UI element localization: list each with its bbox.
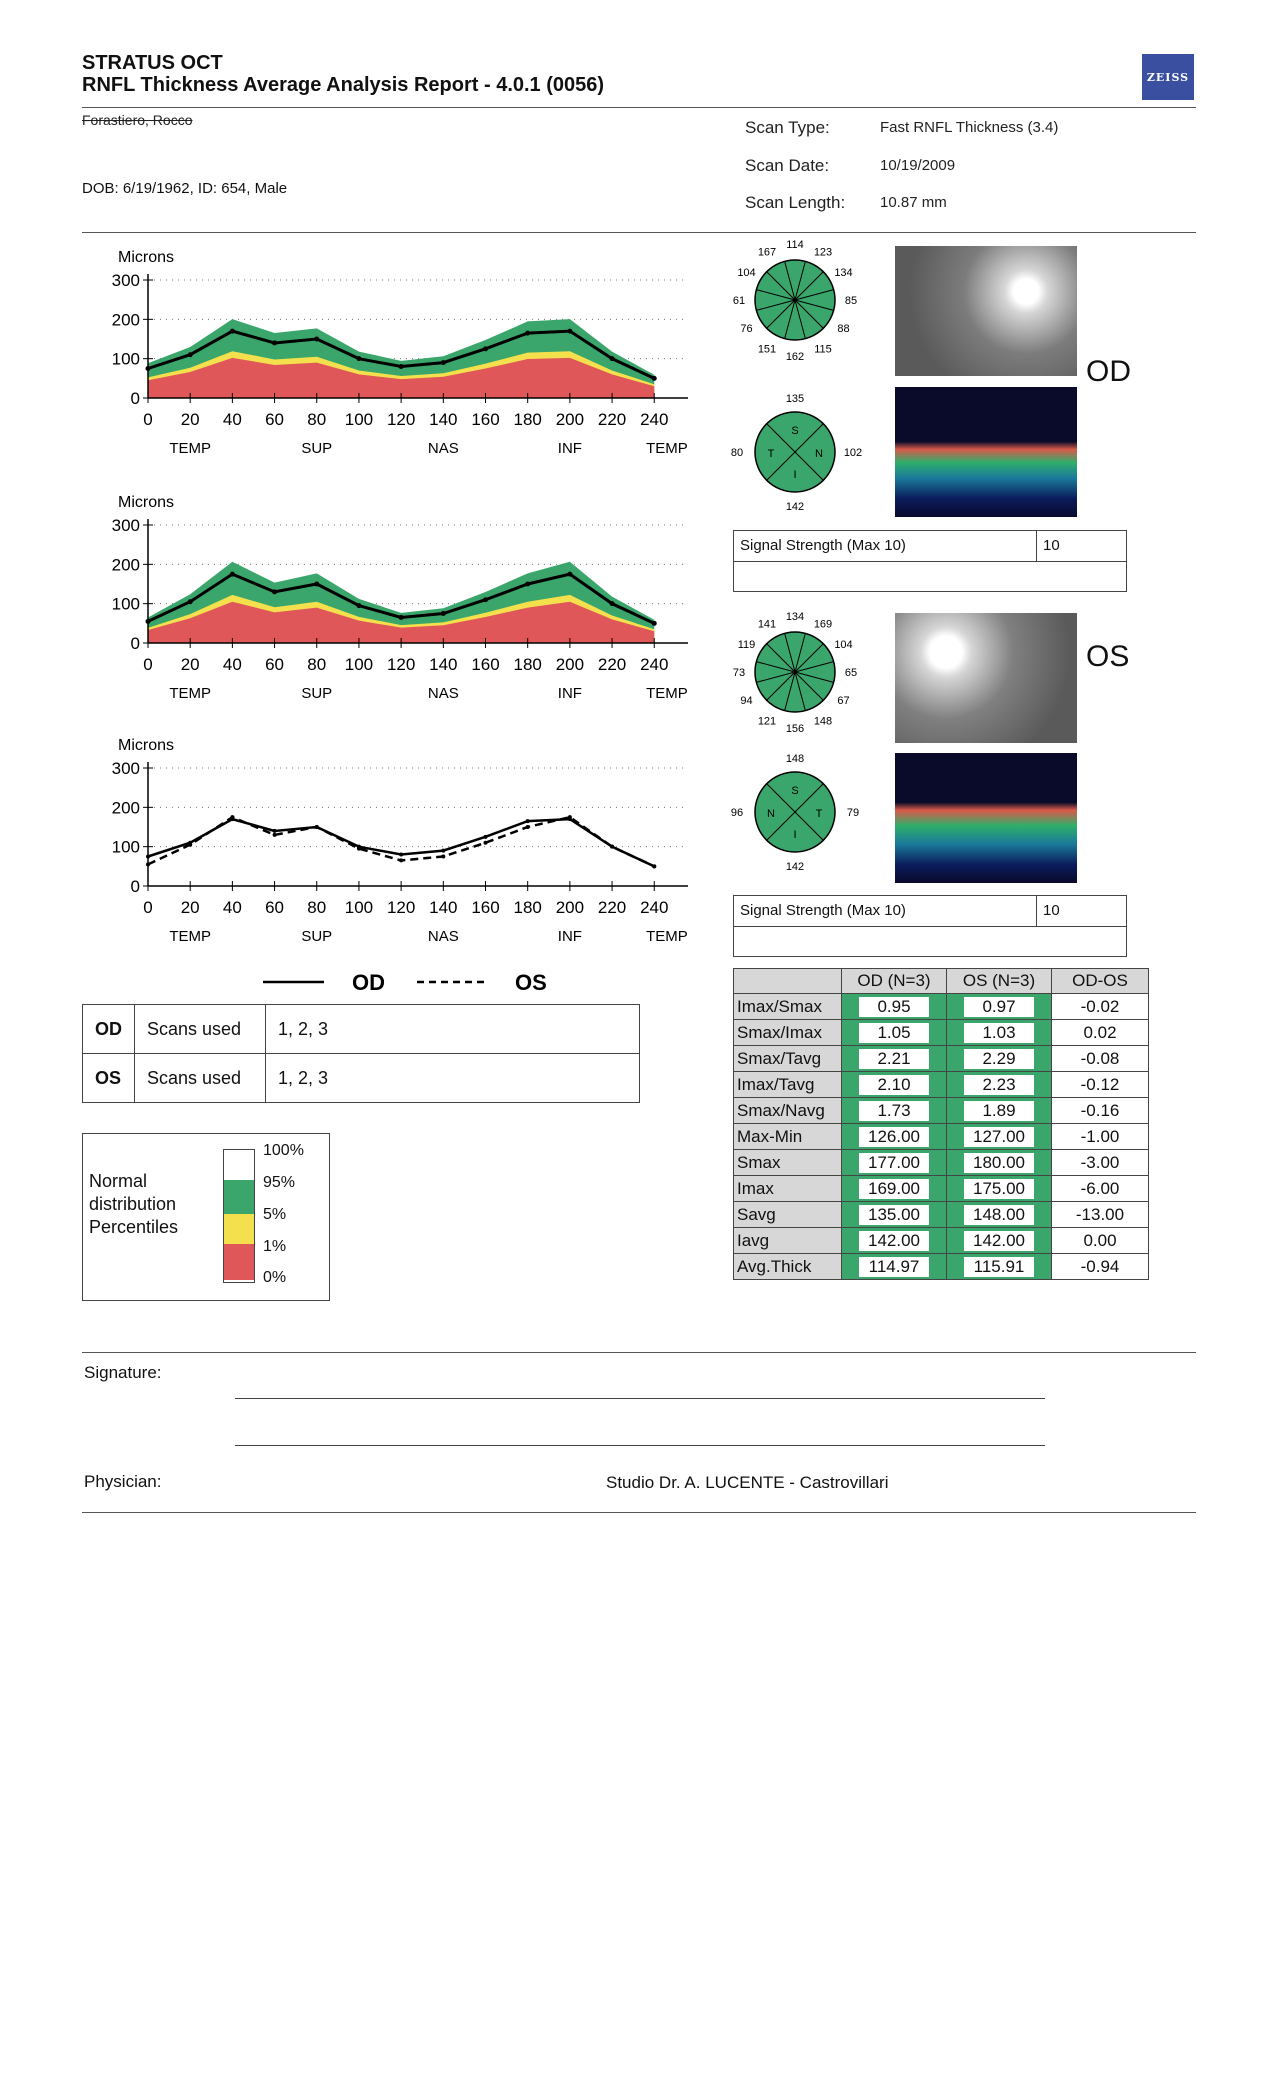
metric-value-text: 2.21 [859,1049,929,1069]
region-label: SUP [301,440,333,457]
clock-hour-value: 121 [757,715,777,728]
data-point [230,572,235,577]
metric-value [947,1254,1052,1280]
os-oct-scan-image [895,753,1077,883]
x-tick-label: 60 [265,898,285,917]
metric-value [842,1072,947,1098]
metric-value [947,1098,1052,1124]
clock-hour-value: 134 [785,612,805,623]
os-signal-label: Signal Strength (Max 10) [734,896,1037,926]
metrics-row [734,1072,1149,1098]
data-point [525,331,530,336]
quadrant-value-s: 135 [785,393,805,405]
metric-value [947,1176,1052,1202]
x-tick-label: 80 [307,410,327,429]
region-label: TEMP [169,440,212,457]
overlay-legend [260,972,580,1002]
metric-value [842,1202,947,1228]
x-tick-label: 40 [222,898,242,917]
scans-label: Scans used [135,1054,266,1103]
data-point [441,611,446,616]
metrics-row [734,994,1149,1020]
x-tick-label: 180 [513,655,542,674]
legend-tick-100: 100% [263,1142,304,1159]
data-point [652,864,656,868]
quadrant-value-t: 80 [730,447,744,459]
x-tick-label: 100 [344,410,374,429]
quadrant-letter-n: N [815,448,823,460]
data-point [356,356,361,361]
data-point [483,597,488,602]
data-point [567,572,572,577]
od-quadrant-sectors [720,392,870,512]
metrics-row [734,1176,1149,1202]
x-tick-label: 100 [344,655,374,674]
y-tick-label: 0 [130,389,140,408]
scan-length-label: Scan Length: [745,193,846,212]
scans-row-od [83,1005,640,1054]
quadrant-letter-i: I [793,829,797,841]
data-point [188,599,193,604]
quadrant-letter-t: T [815,808,823,820]
y-tick-label: 200 [111,555,140,575]
metric-value [842,1046,947,1072]
quadrant-letter-s: S [791,425,799,437]
metric-diff: 0.02 [1052,1020,1149,1046]
data-point [484,841,488,845]
data-point [652,376,657,381]
data-point [399,364,404,369]
legend-green-band [224,1180,254,1214]
metrics-row [734,1150,1149,1176]
metric-value-text: 0.97 [964,997,1034,1017]
footer-divider-top [82,1352,1196,1353]
x-tick-label: 120 [386,655,416,674]
clock-hour-value: 167 [757,246,777,259]
metric-value-text: 148.00 [964,1205,1034,1225]
region-label: TEMP [646,440,688,457]
data-point [230,329,235,334]
patient-name: Forastiero, Rocco [82,112,193,128]
metric-value-text: 115.91 [964,1257,1034,1277]
metric-label: Smax/Tavg [734,1046,842,1072]
x-tick-label: 20 [180,898,200,917]
clock-hour-value: 141 [757,618,777,631]
y-axis-label: Microns [118,494,175,511]
legend-tick-0: 0% [263,1269,287,1286]
scans-row-os [83,1054,640,1103]
signature-line-2 [235,1445,1045,1446]
data-point [526,819,530,823]
data-point [610,601,615,606]
quadrant-value-s: 148 [785,753,805,765]
metrics-row [734,1046,1149,1072]
metric-value [947,1228,1052,1254]
metric-diff: -13.00 [1052,1202,1149,1228]
metric-value [947,1046,1052,1072]
scan-type-value: Fast RNFL Thickness (3.4) [880,119,1059,136]
metric-value-text: 180.00 [964,1153,1034,1173]
metric-value [842,1176,947,1202]
quadrant-letter-n: N [767,808,775,820]
data-point [525,582,530,587]
quadrant-value-i: 142 [785,501,805,512]
x-tick-label: 80 [307,898,327,917]
data-point [441,855,445,859]
legend-color-bar [223,1149,255,1283]
metric-value [947,1072,1052,1098]
legend-red-band [224,1244,254,1280]
y-tick-label: 300 [111,271,140,290]
x-tick-label: 180 [513,410,542,429]
data-point [441,849,445,853]
percentile-legend [82,1133,330,1301]
metric-value-text: 1.73 [859,1101,929,1121]
data-point [315,825,319,829]
x-tick-label: 140 [429,655,458,674]
clock-hour-value: 134 [834,267,853,279]
region-label: NAS [427,440,459,457]
quadrant-value-n: 102 [843,447,863,459]
clock-hour-value: 61 [732,295,746,307]
clock-hour-value: 114 [786,240,804,251]
metric-value [947,994,1052,1020]
data-point [399,615,404,620]
data-point [567,329,572,334]
clock-hour-value: 88 [837,323,850,335]
data-point [356,603,361,608]
x-tick-label: 160 [471,898,500,917]
metrics-header [734,969,842,994]
signature-label: Signature: [84,1363,162,1382]
clock-hour-value: 94 [740,695,753,707]
clock-hour-value: 67 [837,695,850,707]
x-tick-label: 100 [344,898,374,917]
x-tick-label: 220 [597,898,627,917]
x-tick-label: 40 [222,410,242,429]
scans-label: Scans used [135,1005,266,1054]
data-point [399,858,403,862]
scan-length-value: 10.87 mm [880,194,947,211]
x-tick-label: 120 [386,410,416,429]
metric-value [842,1124,947,1150]
clock-hour-value: 104 [737,267,756,279]
patient-dob-id: DOB: 6/19/1962, ID: 654, Male [82,180,288,197]
region-label: INF [557,685,582,702]
x-tick-label: 0 [143,898,153,917]
quadrant-letter-i: I [793,469,797,481]
data-point [188,843,192,847]
chart-panel-3 [112,737,688,945]
metric-label: Iavg [734,1228,842,1254]
metric-diff: -3.00 [1052,1150,1149,1176]
scans-used-table [82,1004,640,1103]
scans-value: 1, 2, 3 [266,1005,640,1054]
clock-hour-value: 123 [813,246,833,259]
os-signal-strength-box [733,895,1127,957]
metric-value [842,1150,947,1176]
metrics-header: OS (N=3) [947,969,1052,994]
x-tick-label: 20 [180,410,200,429]
region-label: NAS [427,928,459,945]
y-tick-label: 200 [111,310,140,330]
os-legend-label: OS [515,972,547,995]
data-point [272,340,277,345]
od-signal-strength-box [733,530,1127,592]
od-fundus-image [895,246,1077,376]
os-eye-label: OS [1086,640,1130,673]
quadrant-value-n: 96 [730,807,744,819]
os-clock-hour-sectors [720,612,870,732]
x-tick-label: 200 [555,410,585,429]
x-tick-label: 240 [640,410,669,429]
od-signal-label: Signal Strength (Max 10) [734,531,1037,561]
signature-line [235,1398,1045,1399]
metric-diff: -0.02 [1052,994,1149,1020]
metrics-row [734,1098,1149,1124]
region-label: NAS [427,685,459,702]
data-point [610,845,614,849]
scans-value: 1, 2, 3 [266,1054,640,1103]
legend-title: Normal distribution Percentiles [89,1171,179,1237]
x-tick-label: 220 [597,655,627,674]
metric-label: Imax [734,1176,842,1202]
metric-value-text: 1.89 [964,1101,1034,1121]
data-point [273,829,277,833]
clock-hour-value: 115 [814,343,832,356]
clock-hour-value: 162 [785,351,805,360]
metric-value-text: 126.00 [859,1127,929,1147]
data-point [357,847,361,851]
legend-white-band [224,1150,254,1180]
metric-value [842,1098,947,1124]
thickness-charts [0,0,720,1000]
metrics-row [734,1124,1149,1150]
metric-value-text: 1.03 [964,1023,1034,1043]
region-label: TEMP [646,685,688,702]
quadrant-value-i: 142 [785,861,805,872]
metrics-header: OD-OS [1052,969,1149,994]
clock-hour-value: 151 [757,343,777,356]
metrics-row [734,1228,1149,1254]
x-tick-label: 120 [386,898,416,917]
metric-value [947,1150,1052,1176]
metric-label: Max-Min [734,1124,842,1150]
scan-type-label: Scan Type: [745,118,830,137]
x-tick-label: 80 [307,655,327,674]
x-tick-label: 60 [265,655,285,674]
metric-value [842,994,947,1020]
clock-hour-value: 119 [737,639,756,651]
metrics-row [734,1254,1149,1280]
report-title-line2: RNFL Thickness Average Analysis Report - 4.0.1 (0056) [82,74,605,96]
chart-panel-1 [112,249,688,457]
ratio-metrics-table [733,968,1149,1280]
metric-value-text: 135.00 [859,1205,929,1225]
metric-value [947,1124,1052,1150]
x-tick-label: 160 [471,655,500,674]
region-label: SUP [301,685,333,702]
od-signal-value: 10 [1043,537,1060,554]
footer-divider-bottom [82,1512,1196,1513]
data-point [526,825,530,829]
chart-panel-2 [112,494,688,702]
clock-hour-value: 65 [844,667,858,679]
y-tick-label: 0 [130,877,140,896]
metric-label: Savg [734,1202,842,1228]
data-point [188,352,193,357]
x-tick-label: 160 [471,410,500,429]
data-point [273,833,277,837]
quadrant-letter-s: S [791,785,799,797]
legend-tick-5: 5% [263,1206,287,1223]
data-point [568,815,572,819]
scan-date-value: 10/19/2009 [880,157,956,174]
data-point [399,853,403,857]
data-point [441,360,446,365]
x-tick-label: 40 [222,655,242,674]
metrics-header-row [734,969,1149,994]
y-tick-label: 100 [111,349,140,369]
metric-label: Avg.Thick [734,1254,842,1280]
x-tick-label: 60 [265,410,285,429]
metric-diff: 0.00 [1052,1228,1149,1254]
metric-value-text: 169.00 [859,1179,929,1199]
x-tick-label: 0 [143,410,153,429]
x-tick-label: 240 [640,655,669,674]
scan-date-label: Scan Date: [745,156,830,175]
metric-value-text: 2.29 [964,1049,1034,1069]
metrics-row [734,1202,1149,1228]
clock-hour-value: 169 [813,618,833,631]
metric-label: Smax/Navg [734,1098,842,1124]
data-point [652,621,657,626]
x-tick-label: 240 [640,898,669,917]
data-point [272,589,277,594]
metric-value-text: 1.05 [859,1023,929,1043]
report-title-line1: STRATUS OCT [82,52,223,74]
quadrant-letter-t: T [767,448,775,460]
data-point [314,582,319,587]
metrics-row [734,1020,1149,1046]
metric-value [842,1254,947,1280]
od-clock-hour-sectors [720,240,870,360]
scans-eye: OS [83,1054,135,1103]
metric-value-text: 127.00 [964,1127,1034,1147]
scans-eye: OD [83,1005,135,1054]
metric-value-text: 0.95 [859,997,929,1017]
metric-value-text: 142.00 [964,1231,1034,1251]
y-tick-label: 100 [111,594,140,614]
data-point [484,835,488,839]
region-label: TEMP [169,685,212,702]
od-oct-scan-image [895,387,1077,517]
data-point [610,356,615,361]
y-tick-label: 100 [111,837,140,857]
physician-value: Studio Dr. A. LUCENTE - Castrovillari [606,1473,889,1492]
metric-label: Smax [734,1150,842,1176]
clock-hour-value: 104 [834,639,853,651]
x-tick-label: 140 [429,898,458,917]
metric-label: Imax/Smax [734,994,842,1020]
clock-hour-value: 85 [844,295,858,307]
x-tick-label: 200 [555,898,585,917]
clock-hour-value: 76 [740,323,753,335]
metric-value-text: 142.00 [859,1231,929,1251]
data-point [314,337,319,342]
x-tick-label: 200 [555,655,585,674]
metric-value [842,1020,947,1046]
metric-value-text: 2.10 [859,1075,929,1095]
physician-label: Physician: [84,1472,162,1491]
metric-value [842,1228,947,1254]
os-signal-value: 10 [1043,902,1060,919]
y-axis-label: Microns [118,249,175,266]
clock-hour-value: 148 [813,715,833,728]
x-tick-label: 180 [513,898,542,917]
region-label: TEMP [169,928,212,945]
os-quadrant-sectors [720,752,870,872]
clock-hour-value: 73 [732,667,746,679]
metric-diff: -0.12 [1052,1072,1149,1098]
metric-label: Imax/Tavg [734,1072,842,1098]
metric-value-text: 175.00 [964,1179,1034,1199]
data-point [483,346,488,351]
x-tick-label: 20 [180,655,200,674]
os-fundus-image [895,613,1077,743]
quadrant-value-t: 79 [846,807,860,819]
metric-value-text: 2.23 [964,1075,1034,1095]
legend-tick-95: 95% [263,1174,296,1191]
zeiss-logo: ZEISS [1142,54,1194,100]
region-label: INF [557,928,582,945]
region-label: TEMP [646,928,688,945]
region-label: INF [557,440,582,457]
y-tick-label: 300 [111,759,140,778]
metric-diff: -0.94 [1052,1254,1149,1280]
y-axis-label: Microns [118,737,175,754]
x-tick-label: 220 [597,410,627,429]
legend-yellow-band [224,1214,254,1244]
od-eye-label: OD [1086,355,1131,388]
od-legend-label: OD [352,972,385,995]
clock-hour-value: 156 [785,723,805,732]
data-point [230,815,234,819]
y-tick-label: 0 [130,634,140,653]
region-label: SUP [301,928,333,945]
metric-value-text: 114.97 [859,1257,929,1277]
metric-diff: -1.00 [1052,1124,1149,1150]
metric-label: Smax/Imax [734,1020,842,1046]
metric-diff: -6.00 [1052,1176,1149,1202]
y-tick-label: 300 [111,516,140,535]
metric-value [947,1202,1052,1228]
metric-value-text: 177.00 [859,1153,929,1173]
y-tick-label: 200 [111,798,140,818]
metric-diff: -0.16 [1052,1098,1149,1124]
metrics-header: OD (N=3) [842,969,947,994]
metric-diff: -0.08 [1052,1046,1149,1072]
x-tick-label: 0 [143,655,153,674]
legend-tick-1: 1% [263,1238,287,1255]
x-tick-label: 140 [429,410,458,429]
metric-value [947,1020,1052,1046]
